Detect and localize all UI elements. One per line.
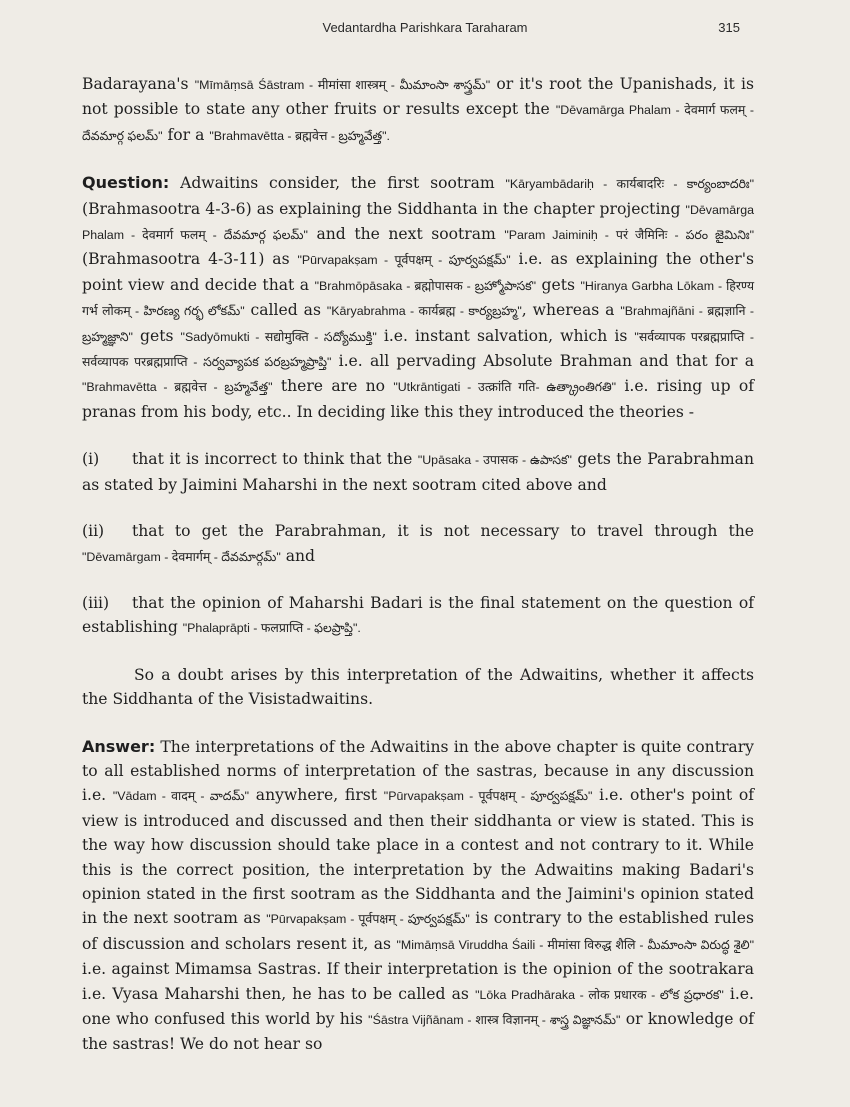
transliterated-term: "Param Jaiminiḥ - परं जैमिनिः - పరం జైమినిః" [504,228,754,243]
transliterated-term: "Phalaprāpti - फलप्राप्ति - ఫలప్రాప్తి". [182,621,361,636]
transliterated-term: "Brahmavētta - ब्रह्मवेत्त - బ్రహ్మవేత్త" [82,380,273,395]
text-run: or knowledge of the sastras! We do not hear so [82,1010,754,1054]
list-marker: (i) [82,450,100,469]
text-run: that it is incorrect to think that the [132,450,418,469]
transliterated-term: "Dēvamārgam - देवमार्गम् - దేవమార్గమ్" [82,549,281,564]
transliterated-term: "Dēvamārga Phalam - देवमार्ग फलम् - దేవమార్గ ఫలమ్" [82,202,754,243]
transliterated-term: "Śāstra Vijñānam - शास्त्र विज्ञानम् - శాస్త్ర విజ్ఞానమ్" [368,1013,621,1027]
text-run: (Brahmasootra 4-3-11) as [82,250,298,269]
transliterated-term: "Pūrvapakṣam - पूर्वपक्षम् - పూర్వపక్షమ్" [297,253,511,268]
transliterated-term: "Lōka Pradhāraka - लोक प्रधारक - లోక ప్రధారక" [475,987,724,1002]
list-item [82,591,754,641]
transliterated-term: "Brahmōpāsaka - ब्रह्मोपासक - బ్రహ్మోపాసక" [314,278,537,293]
paragraph [82,171,754,424]
text-run: and [280,546,316,565]
transliterated-term: "Hiranya Garbha Lōkam - हिरण्य गर्भ लोकम् - హిరణ్య గర్భ లోకమ్" [82,278,754,319]
text-run: there are no [272,377,394,396]
section-lead: Answer: [82,736,156,756]
text-run: that to get the Parabrahman, it is not necessary to travel through the [132,522,754,541]
text-run: i.e. one who confused this world by his [82,984,754,1028]
transliterated-term: "Mimāṃsā Viruddha Śaili - मीमांसा विरुद्ध शैलि - మీమాంసా విరుద్ధ శైలి" [396,937,754,952]
text-run: that the opinion of Maharshi Badari is the final statement on the question of establishing [82,593,754,637]
transliterated-term: "Pūrvapakṣam - पूर्वपक्षम् - పూర్వపక్షమ్" [383,789,593,804]
transliterated-term: "Upāsaka - उपासक - ఉపాసక" [417,453,572,468]
transliterated-term: "Pūrvapakṣam - पूर्वपक्षम् - పూర్వపక్షమ్" [266,912,470,927]
text-run: i.e. all pervading Absolute Brahman and that for a [331,352,754,371]
paragraph [82,663,754,712]
text-run: Adwaitins consider, the first sootram [169,174,506,193]
transliterated-term: "Kāryambādariḥ - कार्यबादरिः - కార్యంబాదరిః" [505,177,754,192]
list-item [82,447,754,497]
running-title: Vedantardha Parishkara Taraharam [322,20,528,35]
transliterated-term: "Vādam - वादम् - వాదమ్" [112,789,250,804]
list-marker: (iii) [82,593,110,612]
paragraph [82,735,754,1057]
text-run: gets [536,275,581,294]
transliterated-term: "Kāryabrahma - कार्यब्रह्म - కార్యబ్రహ్మ" [326,304,522,319]
text-run: i.e. against Mimamsa Sastras. If their interpretation is the opinion of the sootrakara i.e. Vyasa Maharshi then, he has to be called as [82,960,754,1003]
body-text [82,72,754,1080]
text-run: is contrary to the established rules of discussion and scholars resent it, as [82,909,754,953]
transliterated-term: "Sadyōmukti - सद्योमुक्ति - సద్యోముక్తి" [180,329,377,344]
text-run: The interpretations of the Adwaitins in the above chapter is quite contrary to all established norms of interpretation of the sastras, because in any discussion i.e. [82,737,754,805]
text-run: gets [132,326,181,345]
text-run: , whereas a [521,301,621,320]
transliterated-term: "Brahmavētta - ब्रह्मवेत्त - బ్రహ్మవేత్త". [209,128,390,143]
transliterated-term: "सर्वव्यापक परब्रह्मप्राप्ति - सर्वव्यापक परब्रह्मप्राप्ति - సర్వవ్యాపక పరబ్రహ్మప్రాప్తి" [82,329,754,370]
text-run: i.e. as explaining the other's point view and decide that a [82,250,754,294]
transliterated-term: "Dēvamārga Phalam - देवमार्ग फलम् - దేవమార్గ ఫలమ్" [82,103,754,143]
text-run: i.e. other's point of view is introduced and discussed and then their siddhanta or view is stated. This is the way how discussion should take place in a contest and not contrary to it. While this is the correct position, the interpretation by the Adwaitins making Badari's opinion stated in the first sootram as the Siddhanta and the Jaimini's opinion stated in the next sootram as [82,786,754,928]
transliterated-term: "Mīmāṃsā Śāstram - मीमांसा शास्त्रम् - మీమాంసా శాస్త్రమ్" [194,78,491,92]
paragraph [82,72,754,148]
transliterated-term: "Brahmajñāni - ब्रह्मज्ञानि - బ్రహ్మజ్ఞాని" [82,304,754,344]
text-run: and the next sootram [307,225,505,244]
text-run: called as [244,301,327,320]
text-run: i.e. rising up of pranas from his body, etc.. In deciding like this they introduced the theories - [82,377,755,421]
text-run: or it's root the Upanishads, it is not possible to state any other fruits or results except the [82,75,754,119]
section-lead: Question: [82,173,170,193]
transliterated-term: "Utkrāntigati - उत्क्रांति गति- ఉత్క్రాంతిగతి" [393,380,617,395]
list-item [82,519,754,569]
text-run: gets the Parabrahman as stated by Jaimini Maharshi in the next sootram cited above and [82,450,754,494]
text-run: (Brahmasootra 4-3-6) as explaining the Siddhanta in the chapter projecting [82,199,686,218]
list-marker: (ii) [82,522,105,541]
page-number: 315 [718,20,740,35]
text-run: Badarayana's [82,75,195,93]
text-run: anywhere, first [249,786,384,805]
text-run: for a [162,125,210,144]
text-run: So a doubt arises by this interpretation of the Adwaitins, whether it affects the Siddhanta of the Visistadwaitins. [82,665,754,709]
text-run: i.e. instant salvation, which is [376,326,635,345]
